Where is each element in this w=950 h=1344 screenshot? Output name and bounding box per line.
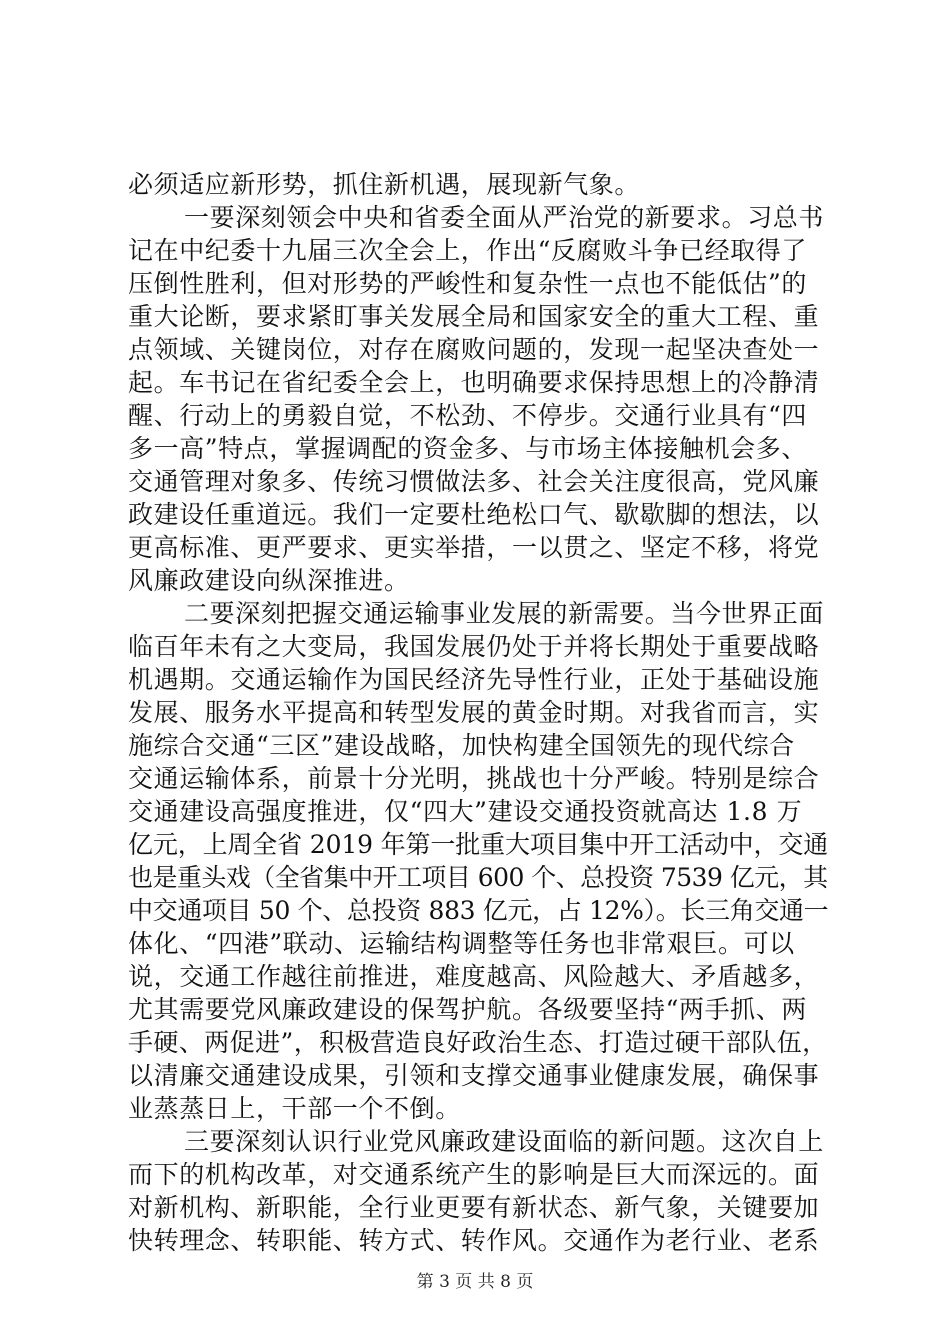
text-line: 施综合交通“三区”建设战略，加快构建全国领先的现代综合 [128,731,795,760]
text-line: 临百年未有之大变局，我国发展仍处于并将长期处于重要战略 [128,632,820,661]
text-line: 交通管理对象多、传统习惯做法多、社会关注度很高，党风廉 [128,467,820,496]
text-line: 发展、服务水平提高和转型发展的黄金时期。对我省而言，实 [128,698,820,727]
text-line: 重大论断，要求紧盯事关发展全局和国家安全的重大工程、重 [128,302,820,331]
page-footer [0,1271,950,1293]
text-line: 必须适应新形势，抓住新机遇，展现新气象。 [128,170,641,199]
text-line: 交通运输体系，前景十分光明，挑战也十分严峻。特别是综合 [128,764,820,793]
text-line: 更高标准、更严要求、更实举措，一以贯之、坚定不移，将党 [128,533,820,562]
text-line: 而下的机构改革，对交通系统产生的影响是巨大而深远的。面 [128,1160,820,1189]
text-line: 手硬、两促进”，积极营造良好政治生态、打造过硬干部队伍， [128,1028,828,1057]
text-line: 机遇期。交通运输作为国民经济先导性行业，正处于基础设施 [128,665,820,694]
page-number-label: 第 3 页 共 8 页 [416,1272,534,1292]
text-line: 快转理念、转职能、转方式、转作风。交通作为老行业、老系 [128,1226,820,1255]
text-line: 压倒性胜利，但对形势的严峻性和复杂性一点也不能低估”的 [128,269,807,298]
text-line: 对新机构、新职能，全行业更要有新状态、新气象，关键要加 [128,1193,820,1222]
text-line: 一要深刻领会中央和省委全面从严治党的新要求。习总书 [184,203,825,232]
text-line: 中交通项目 50 个、总投资 883 亿元，占 12%）。长三角交通一 [128,896,829,925]
text-line: 交通建设高强度推进，仅“四大”建设交通投资就高达 1.8 万 [128,797,803,826]
document-body [128,168,828,1257]
text-line: 尤其需要党风廉政建设的保驾护航。各级要坚持“两手抓、两 [128,995,807,1024]
text-line: 多一高”特点，掌握调配的资金多、与市场主体接触机会多、 [128,434,807,463]
text-line: 点领域、关键岗位，对存在腐败问题的，发现一起坚决查处一 [128,335,820,364]
text-line: 记在中纪委十九届三次全会上，作出“反腐败斗争已经取得了 [128,236,807,265]
text-line: 醒、行动上的勇毅自觉，不松劲、不停步。交通行业具有“四 [128,401,807,430]
text-line: 二要深刻把握交通运输事业发展的新需要。当今世界正面 [184,599,825,628]
text-line: 体化、“四港”联动、运输结构调整等任务也非常艰巨。可以 [128,929,795,958]
text-line: 以清廉交通建设成果，引领和支撑交通事业健康发展，确保事 [128,1061,820,1090]
text-line: 业蒸蒸日上，干部一个不倒。 [128,1094,461,1123]
text-line: 说，交通工作越往前推进，难度越高、风险越大、矛盾越多， [128,962,820,991]
text-line: 亿元，上周全省 2019 年第一批重大项目集中开工活动中，交通 [128,830,829,859]
text-line: 三要深刻认识行业党风廉政建设面临的新问题。这次自上 [184,1127,825,1156]
text-line: 政建设任重道远。我们一定要杜绝松口气、歇歇脚的想法，以 [128,500,820,529]
text-line: 也是重头戏（全省集中开工项目 600 个、总投资 7539 亿元，其 [128,863,828,892]
text-line: 风廉政建设向纵深推进。 [128,566,410,595]
text-line: 起。车书记在省纪委全会上，也明确要求保持思想上的冷静清 [128,368,820,397]
